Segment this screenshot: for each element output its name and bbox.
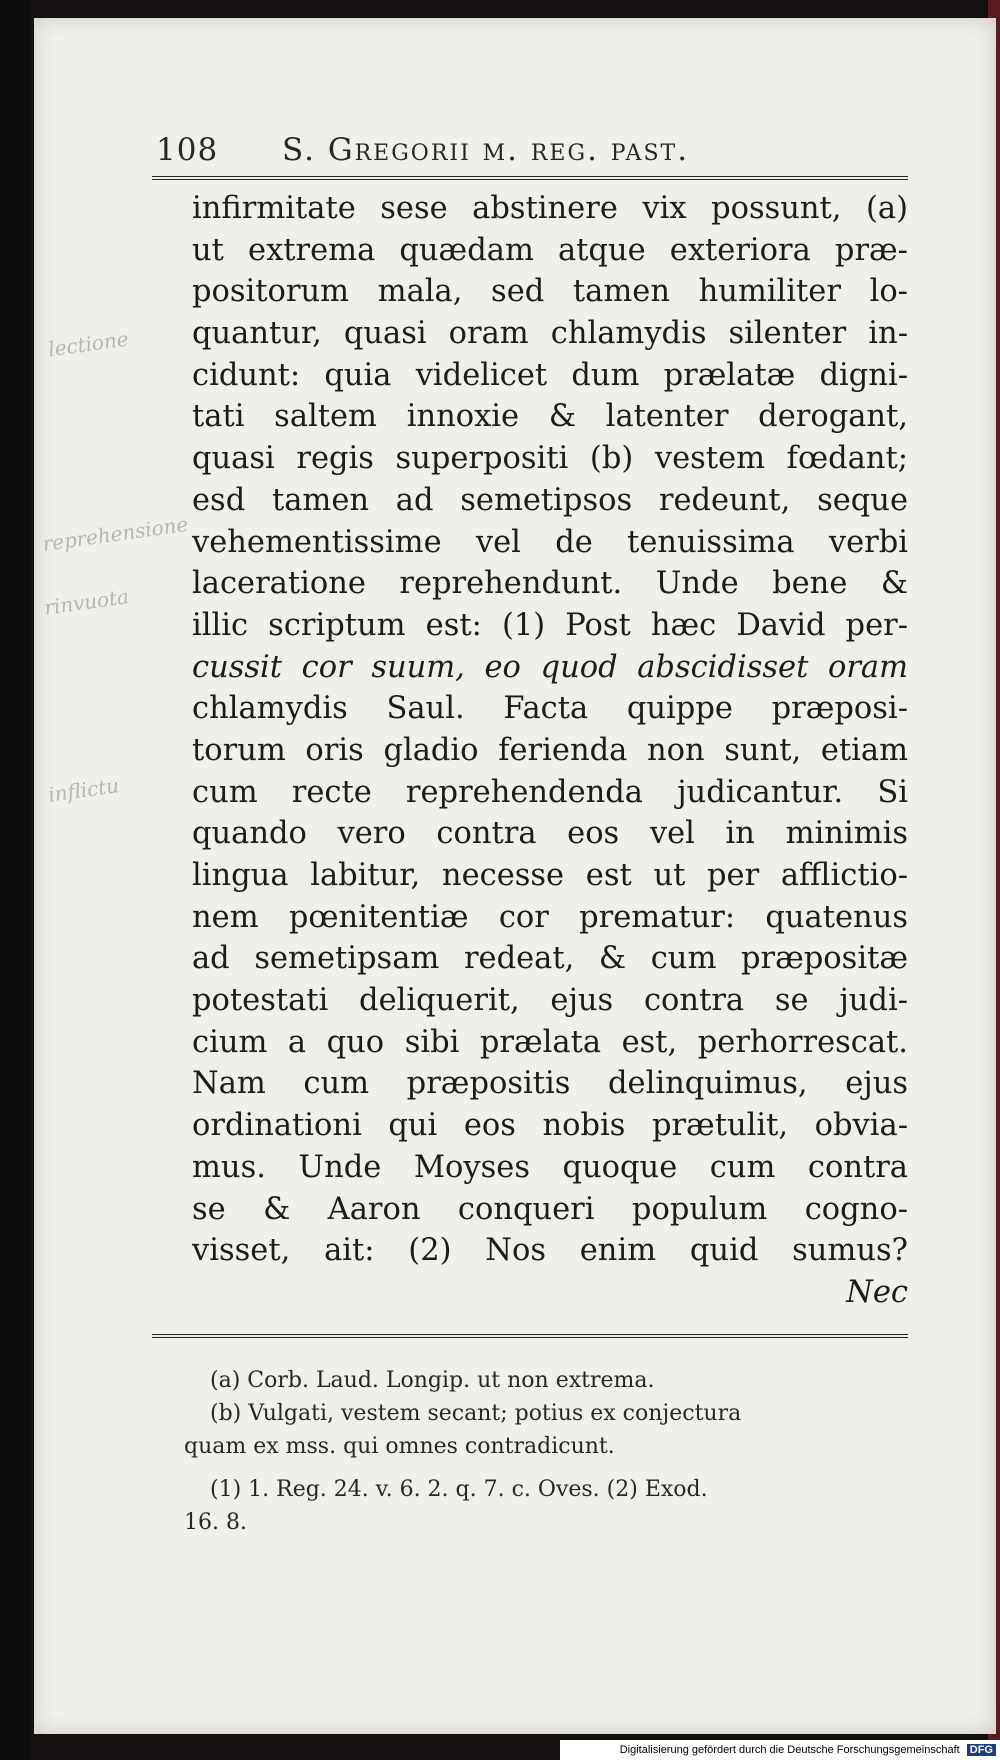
footnote-2-continued: 16. 8.: [184, 1510, 247, 1535]
text-line: Nam cum præpositis delinquimus, ejus: [192, 1066, 908, 1102]
running-header: [156, 128, 910, 174]
text-line: se & Aaron conqueri populum cogno-: [192, 1191, 908, 1227]
scan-left-edge: [0, 0, 30, 1760]
text-line: torum oris gladio ferienda non sunt, etiam: [192, 732, 908, 768]
text-line: mus. Unde Moyses quoque cum contra: [192, 1149, 908, 1185]
digitization-notice: [560, 1740, 1000, 1760]
text-line: cum recte reprehendenda judicantur. Si: [192, 774, 908, 810]
text-line: ut extrema quædam atque exteriora præ-: [192, 232, 908, 268]
main-text-block: [192, 188, 908, 1314]
catchword: Nec: [846, 1274, 908, 1310]
text-line: infirmitate sese abstinere vix possunt, (a): [192, 191, 908, 226]
text-line: lingua labitur, necesse est ut per afflictio-: [192, 858, 908, 893]
margin-note-1: lectione: [46, 326, 130, 362]
text-line: nem pœnitentiæ cor prematur: quatenus: [192, 899, 908, 935]
text-line: quantur, quasi oram chlamydis silenter in-: [192, 316, 908, 352]
footnote-rule: [152, 1334, 908, 1342]
text-line: quasi regis superpositi (b) vestem fœdant;: [192, 441, 908, 477]
text-line: potestati deliquerit, ejus contra se judi-: [192, 983, 908, 1019]
text-line: illic scriptum est: (1) Post hæc David per-: [192, 607, 908, 643]
page-number: 108: [156, 132, 219, 168]
text-line: laceratione reprehendunt. Unde bene &: [192, 566, 908, 602]
footnote-1-2: (1) 1. Reg. 24. v. 6. 2. q. 7. c. Oves. (2) Exod.: [210, 1477, 708, 1502]
text-line: quando vero contra eos vel in minimis: [192, 816, 908, 852]
footnote-b: (b) Vulgati, vestem secant; potius ex conjectura: [210, 1401, 742, 1426]
header-rule: [152, 176, 908, 184]
margin-note-3: rinvuota: [42, 584, 131, 620]
text-line: esd tamen ad semetipsos redeunt, seque: [192, 482, 908, 518]
margin-note-2: reprehensione: [41, 511, 190, 557]
text-line: visset, ait: (2) Nos enim quid sumus?: [192, 1233, 908, 1269]
text-line: cium a quo sibi prælata est, perhorrescat.: [192, 1024, 908, 1060]
text-line: tati saltem innoxie & latenter derogant,: [192, 399, 908, 435]
text-line: cidunt: quia videlicet dum prælatæ digni-: [192, 357, 908, 393]
footnote-a: (a) Corb. Laud. Longip. ut non extrema.: [210, 1368, 655, 1393]
text-line: ad semetipsam redeat, & cum præpositæ: [192, 941, 908, 977]
margin-note-4: inflictu: [46, 773, 121, 807]
text-line: chlamydis Saul. Facta quippe præposi-: [192, 691, 908, 727]
running-title: S. Gregorii m. reg. past.: [282, 132, 690, 168]
text-line: cussit cor suum, eo quod abscidisset oram: [192, 649, 908, 685]
text-line: ordinationi qui eos nobis prætulit, obvia-: [192, 1108, 908, 1144]
footnotes: [184, 1364, 908, 1539]
dfg-logo: DFG: [967, 1744, 996, 1756]
footnote-b-continued: quam ex mss. qui omnes contradicunt.: [184, 1434, 615, 1459]
digitization-notice-text: Digitalisierung gefördert durch die Deutsche Forschungsgemeinschaft: [619, 1744, 960, 1756]
text-line: positorum mala, sed tamen humiliter lo-: [192, 274, 908, 310]
text-line: vehementissime vel de tenuissima verbi: [192, 524, 908, 560]
